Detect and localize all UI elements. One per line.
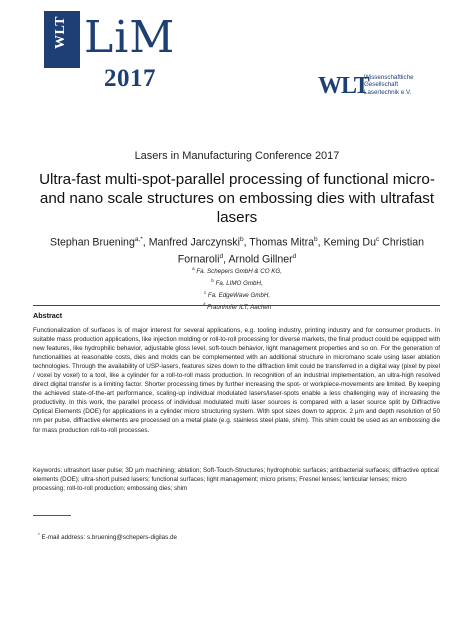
author-affil-mark: a,* bbox=[134, 236, 143, 243]
footnote bbox=[38, 532, 177, 541]
affiliation: $^d$ Fraunhofer ILT, Aachen bbox=[202, 301, 272, 311]
wlt-org-name bbox=[364, 74, 414, 96]
corresponding-email: E-mail address: s.bruening@schepers-digilas.de bbox=[41, 534, 178, 542]
lim-wordmark: LiM bbox=[84, 12, 176, 63]
author-name: Thomas Mitra bbox=[249, 236, 315, 249]
keywords: Keywords: ultrashort laser pulse; 3D µm machining; ablation; Soft-Touch-Structures; hydrophobic surfaces; antibacterial surfaces; diffractive optical elements (DOE); ultra-short pulsed lasers; functional surfaces; light management; micro prisms; Fresnel lenses; lenticular lenses; micro processing; roll-to-roll production; embossing dies; shim bbox=[33, 467, 439, 493]
footnote-mark: * bbox=[38, 532, 40, 537]
conference-name: Lasers in Manufacturing Conference 2017 bbox=[134, 150, 340, 162]
author-name: Stephan Bruening bbox=[50, 236, 135, 249]
author-list: Stephan Bruening$^{a,*}$, Manfred Jarczynski$^b$, Thomas Mitra$^b$, Keming Du$^c$ Christian Fornaroli$^d$, Arnold Gillner$^d$ bbox=[50, 236, 424, 266]
author-affil-mark: b bbox=[239, 236, 244, 243]
paper-title: Ultra-fast multi-spot-parallel processing of functional micro- and nano scale structures on embossing dies with ultrafast lasers bbox=[39, 171, 435, 226]
affiliation: $^c$ Fa. EdgeWave GmbH, bbox=[203, 289, 271, 299]
wlt-box-text: WLT bbox=[53, 16, 68, 49]
author-affil-mark: d bbox=[292, 252, 297, 260]
author-affil-mark: d bbox=[219, 252, 224, 260]
affiliation: $^a$ Fa. Schepers GmbH & CO KG, bbox=[192, 266, 282, 276]
abstract-text: Functionalization of surfaces is of major interest for several applications, e.g. tooling industry, printing industry and for consumer products. In suitable mass production applications, like injection molding or roll-to-roll processing for diverse markets, the final product could be equipped with new features, like hydrophilic behavior, adjustable gloss level, soft-touch behavior, light management properties and so on. For the generation of functionalities at reasonable costs, dies and molds can be complemented with an additional structure in micro/nano scale using laser ablation technologies. Through the availability of USP-lasers, features sizes down to the diffraction limit could be transferred in a digital way (pixel by pixel / voxel by voxel) to a tool, like a cylinder for a roll-to-roll mass production. In recognition of an industrial implementation, an ultra-high resolved direct digital transfer is a limiting factor. Shorter processing times by further increasing the spot- or workpiece-movements are limited. By keeping the achieved state-of-the-art performance, scaling-up individual modulated lasers/laser-spots enable a less challenging way of increasing the productivity. In this work, the parallel process of individual modulated multi laser sources is compared with a laser source split by Diffractive Optical Elements (DOE) for applications in a cylinder micro structuring system. With spot sizes down to approx. 2 µm and depth resolution of 50 nm per pulse, diffractive elements are processed on a metal plate (e.g. stainless steel plate, shim). This shim could be used as an embossing die for mass production roll-to-roll processes. bbox=[33, 327, 440, 434]
lim-2017-logo bbox=[44, 11, 199, 96]
author-name: Keming Du bbox=[323, 236, 376, 249]
wlt-line: Gesellschaft bbox=[364, 81, 399, 89]
affiliation: $^b$ Fa. LIMO GmbH, bbox=[211, 277, 263, 288]
wlt-line: Wissenschaftliche bbox=[364, 74, 414, 81]
wlt-logo bbox=[318, 73, 443, 99]
author-affil-mark: b bbox=[314, 236, 318, 243]
lim-year: 2017 bbox=[104, 65, 156, 92]
author-name: Arnold Gillner bbox=[228, 253, 293, 266]
wlt-box-mark bbox=[44, 11, 80, 68]
author-name: Christian Fornaroli bbox=[177, 236, 424, 266]
footnote-divider bbox=[33, 515, 71, 516]
abstract-heading: Abstract bbox=[33, 311, 63, 320]
wlt-mark: WLT bbox=[318, 73, 369, 99]
author-name: Manfred Jarczynski bbox=[148, 236, 240, 249]
wlt-line: Lasertechnik e.V. bbox=[364, 88, 412, 96]
author-affil-mark: c bbox=[375, 236, 380, 243]
abstract-top-divider bbox=[33, 305, 440, 306]
